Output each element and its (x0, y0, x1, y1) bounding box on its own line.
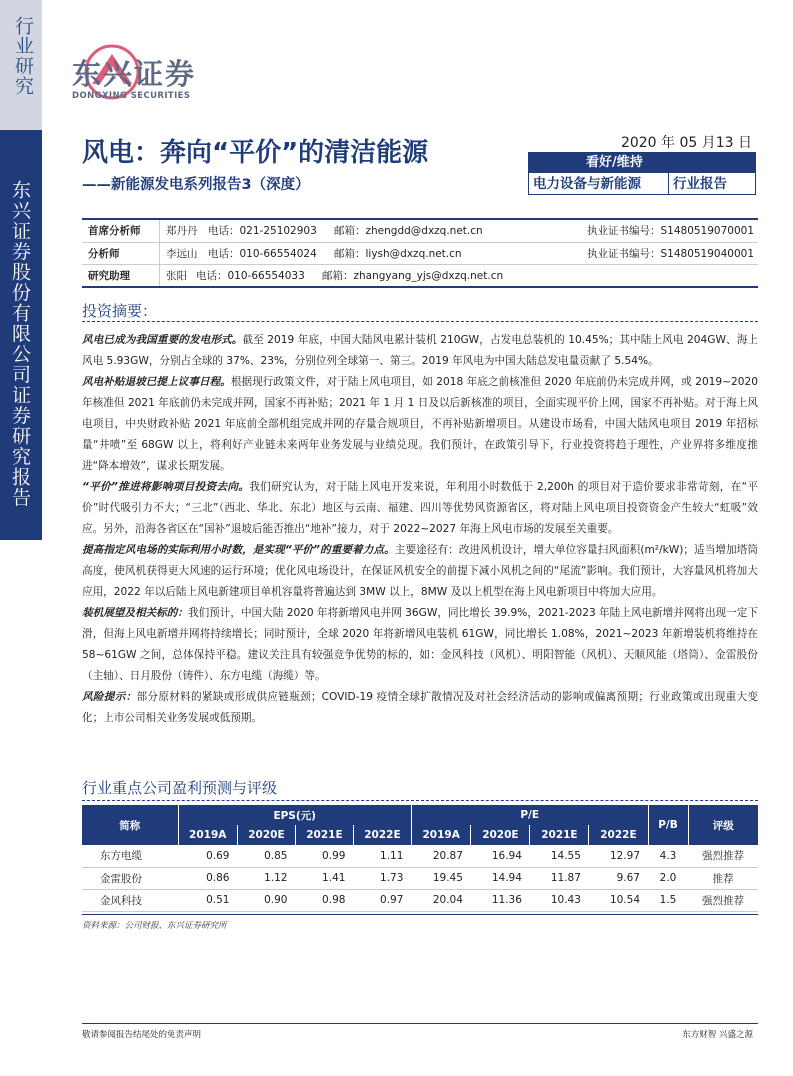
table-row (82, 845, 758, 867)
summary-text: 我们研究认为，对于陆上风电开发来说，年利用小时数低于 2,200h 的项目对于造价要求非常苛刻，在“平价”时代吸引力不大；“三北”（西北、华北、东北）地区与云南、福建、四川等优势风资源省区，将对陆上风电项目投资资金产生较大“虹吸”效应。另外，沿海各省区在“国补”退坡后能否推出“地补”接力，对于 2022~2027 年海上风电市场的发展至关重要。 (82, 481, 758, 535)
footer-slogan: 东方财智 兴盛之源 (682, 1030, 753, 1040)
table-cell: 1.73 (353, 867, 411, 889)
sidebar-org-panel (0, 130, 42, 540)
analyst-cert: 执业证书编号：S1480519070001 (586, 225, 754, 237)
table-cell: 9.67 (589, 867, 648, 889)
summary-body (82, 330, 758, 729)
analyst-phone: 电话：010-66554024 (208, 248, 317, 260)
summary-lead: 装机展望及相关标的： (82, 607, 188, 619)
analyst-name: 张阳 (166, 270, 187, 282)
table-cell: 20.04 (411, 889, 470, 911)
rating-cell: 强烈推荐 (688, 845, 758, 867)
company-name: 东方电缆 (82, 845, 178, 867)
year-header: 2019A (411, 825, 470, 845)
table-cell: 20.87 (411, 845, 470, 867)
analyst-row (82, 264, 758, 286)
sidebar-category: 行业研究 (12, 16, 34, 96)
table-source: 资料来源：公司财报、东兴证券研究所 (82, 921, 227, 931)
table-cell: 0.90 (237, 889, 295, 911)
forecast-table (82, 805, 758, 912)
summary-lead: 提高指定风电场的实际利用小时数，是实现“平价”的重要着力点。 (82, 544, 395, 556)
table-cell: 0.99 (295, 845, 353, 867)
analyst-row (82, 220, 758, 242)
table-cell: 0.98 (295, 889, 353, 911)
analyst-email[interactable]: 邮箱：zhangyang_yjs@dxzq.net.cn (322, 270, 504, 282)
year-header: 2021E (530, 825, 589, 845)
sidebar-category-panel (0, 0, 42, 130)
table-cell: 10.43 (530, 889, 589, 911)
logo-en: DONGXING SECURITIES (72, 91, 191, 101)
eps-group-header: EPS(元) (178, 805, 411, 825)
analyst-phone: 电话：010-66554033 (196, 270, 305, 282)
analyst-phone: 电话：021-25102903 (208, 225, 317, 237)
summary-paragraph (82, 603, 758, 687)
table-cell: 0.51 (178, 889, 237, 911)
year-header: 2020E (471, 825, 530, 845)
sidebar-org-report: 东兴证券股份有限公司证券研究报告 (9, 180, 31, 508)
summary-text: 我们预计，中国大陆 2020 年将新增风电并网 36GW，同比增长 39.9%，2021-2023 年陆上风电新增并网将出现一定下滑，但海上风电新增并网将持续增长；同时预计，全球 2020 年将新增风电装机 61GW，同比增长 1.08%，2021~2023 年新增装机将维持在 58~61GW 之间，总体保持平稳。建议关注具有较强竞争优势的标的，如：金风科技（风机）、明阳智能（风机）、天顺风能（塔筒）、金雷股份（主轴）、日月股份（铸件）、东方电缆（海缆）等。 (82, 607, 759, 682)
summary-lead: 风险提示： (82, 691, 137, 703)
summary-text: 截至 2019 年底，中国大陆风电累计装机 210GW，占发电总装机的 10.45%；其中陆上风电 204GW、海上风电 5.93GW，分别占全球的 37%、23%，分别位列全球第一、第三。2019 年风电为中国大陆总发电量贡献了 5.54%。 (82, 334, 759, 367)
analyst-name: 李远山 (166, 248, 198, 260)
tag-type: 行业报告 (673, 176, 727, 192)
table-cell: 11.36 (471, 889, 530, 911)
table-cell: 0.86 (178, 867, 237, 889)
col-name-header: 简称 (82, 805, 178, 845)
analyst-role: 研究助理 (82, 265, 160, 286)
table-cell: 16.94 (471, 845, 530, 867)
pb-cell: 4.3 (648, 845, 688, 867)
col-pb-header: P/B (648, 805, 688, 845)
table-cell: 1.12 (237, 867, 295, 889)
report-tags (528, 173, 756, 195)
summary-divider (82, 321, 758, 322)
year-header: 2019A (178, 825, 237, 845)
table-heading: 行业重点公司盈利预测与评级 (82, 779, 278, 797)
analyst-cert: 执业证书编号：S1480519040001 (586, 248, 754, 260)
summary-paragraph (82, 372, 758, 477)
table-cell: 12.97 (589, 845, 648, 867)
rating-cell: 推荐 (688, 867, 758, 889)
col-rating-header: 评级 (688, 805, 758, 845)
tag-sector: 电力设备与新能源 (529, 173, 669, 194)
summary-text: 根据现行政策文件，对于陆上风电项目，如 2018 年底之前核准但 2020 年底前仍未完成并网，或 2019~2020 年核准但 2021 年底前仍未完成并网，国家不再补贴；2021 年 1 月 1 日及以后新核准的项目，全面实现平价上网，国家不再补贴。对于海上风电项目，中央财政补贴 2021 年底前全部机组完成并网的存量合规项目，不再补贴新增项目。从建设市场看，中国大陆风电项目 2019 年招标量“井喷”至 68GW 以上，将利好产业链未来两年业务发展与业绩兑现。我们预计，在政策引导下，行业投资将趋于理性，产业界将多维度推进“降本增效”，谋求长期发展。 (82, 376, 758, 472)
table-cell: 0.97 (353, 889, 411, 911)
rating-badge: 看好/维持 (528, 153, 756, 173)
analyst-role: 分析师 (82, 243, 160, 264)
footer-disclaimer-note: 敬请参阅报告结尾处的免责声明 (82, 1030, 202, 1040)
summary-lead: “平价”推进将影响项目投资去向。 (82, 481, 250, 493)
year-header: 2022E (353, 825, 411, 845)
year-header: 2020E (237, 825, 295, 845)
year-header: 2021E (295, 825, 353, 845)
table-cell: 10.54 (589, 889, 648, 911)
table-cell: 1.41 (295, 867, 353, 889)
summary-paragraph (82, 330, 758, 372)
summary-heading: 投资摘要： (82, 302, 158, 320)
summary-text: 部分原材料的紧缺或形成供应链瓶颈；COVID-19 疫情全球扩散情况及对社会经济活动的影响或偏离预期；行业政策或出现重大变化；上市公司相关业务发展或低预期。 (82, 691, 759, 724)
analyst-table (82, 218, 758, 288)
analyst-role: 首席分析师 (82, 220, 160, 242)
summary-paragraph (82, 540, 758, 603)
table-cell: 0.85 (237, 845, 295, 867)
analyst-cert (582, 265, 758, 286)
summary-lead: 风电已成为我国重要的发电形式。 (82, 334, 243, 346)
table-cell: 11.87 (530, 867, 589, 889)
report-title: 风电：奔向“平价”的清洁能源 (82, 138, 429, 168)
logo-cn: 东兴证券 (72, 57, 197, 91)
report-meta-box (528, 132, 756, 195)
summary-lead: 风电补贴退坡已提上议事日程。 (82, 376, 231, 388)
footer-divider (82, 1023, 758, 1024)
analyst-email[interactable]: 邮箱：liysh@dxzq.net.cn (334, 248, 462, 260)
analyst-email[interactable]: 邮箱：zhengdd@dxzq.net.cn (334, 225, 483, 237)
pb-cell: 1.5 (648, 889, 688, 911)
table-cell: 1.11 (353, 845, 411, 867)
company-name: 金雷股份 (82, 867, 178, 889)
rating-cell: 强烈推荐 (688, 889, 758, 911)
table-cell: 14.94 (471, 867, 530, 889)
company-name: 金风科技 (82, 889, 178, 911)
summary-paragraph (82, 477, 758, 540)
analyst-name: 郑丹丹 (166, 225, 198, 237)
table-cell: 19.45 (411, 867, 470, 889)
summary-paragraph (82, 687, 758, 729)
report-date: 2020 年 05 月13 日 (528, 132, 756, 153)
year-header: 2022E (589, 825, 648, 845)
table-cell: 14.55 (530, 845, 589, 867)
table-divider (82, 800, 758, 801)
table-row (82, 889, 758, 911)
table-cell: 0.69 (178, 845, 237, 867)
summary-text: 主要途径有：改进风机设计，增大单位容量扫风面积(m²/kW)；适当增加塔筒高度，使风机获得更大风速的运行环境；优化风电场设计，在保证风机安全的前提下减小风机之间的“尾流”影响。我们预计，大容量风机将加大应用，2022 年以后陆上风电新建项目单机容量将普遍达到 3MW 以上，8MW 及以上机型在海上风电新项目中将加大应用。 (82, 544, 758, 598)
analyst-row (82, 242, 758, 264)
source-divider (82, 914, 758, 915)
report-subtitle: ——新能源发电系列报告3（深度） (82, 177, 310, 193)
pb-cell: 2.0 (648, 867, 688, 889)
pe-group-header: P/E (411, 805, 648, 825)
table-row (82, 867, 758, 889)
